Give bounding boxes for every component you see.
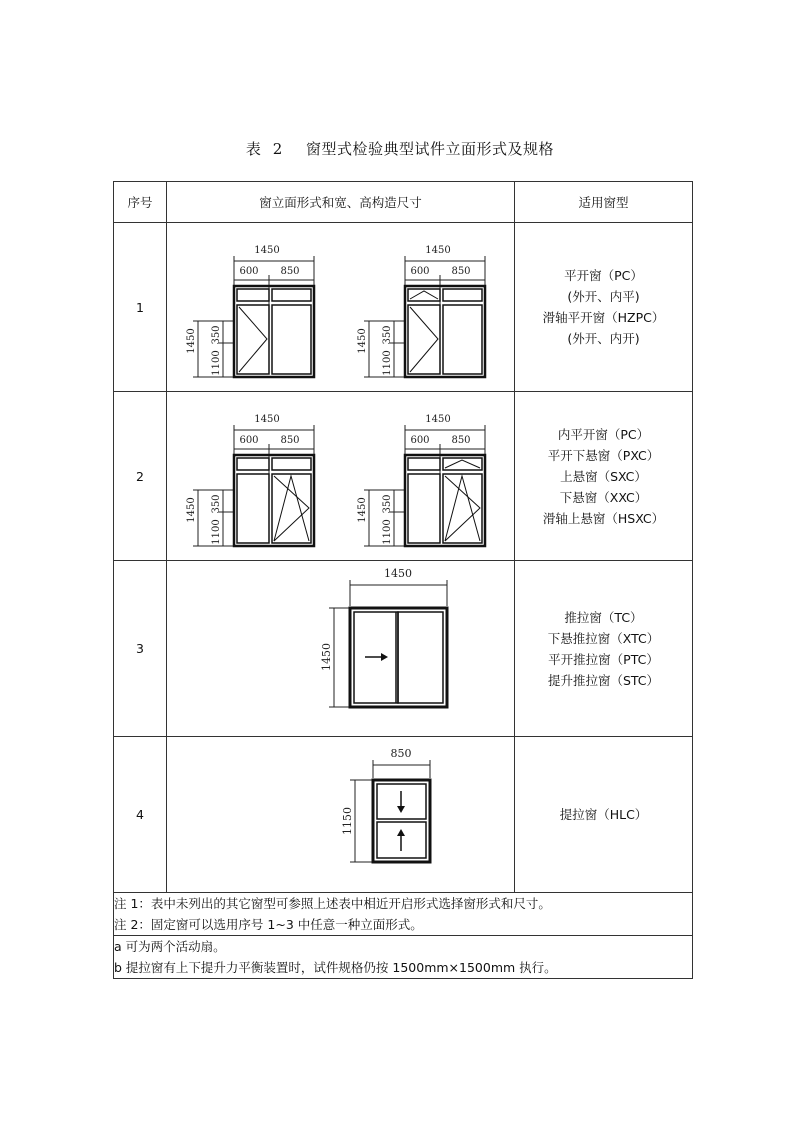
dim-height-top: 350: [211, 324, 222, 345]
table-title-label: 表: [245, 140, 262, 158]
window-type: 滑轴平开窗（HZPC）: [542, 310, 665, 325]
window-elevation-figure: [167, 225, 514, 390]
table-title: [0, 138, 800, 159]
footnotes-row: [114, 936, 693, 979]
types-cell: [515, 392, 693, 561]
down-arrow-icon: [397, 791, 405, 813]
dim-height-sash: 1150: [341, 806, 354, 835]
dim-height-bottom: 1100: [382, 349, 393, 376]
dim-height-bottom: 1100: [382, 518, 393, 545]
dim-width-total: 1450: [425, 413, 451, 425]
window-type: 内平开窗（PC）: [557, 426, 650, 442]
window-type: 推拉窗（TC）: [564, 609, 643, 625]
dim-height-total: 1450: [186, 496, 197, 523]
notes-cell: [114, 893, 693, 936]
dim-width-total: 1450: [254, 413, 280, 425]
dim-height-bottom: 1100: [211, 349, 222, 376]
dim-width-right: 850: [451, 434, 471, 446]
figure-cell: [167, 737, 515, 893]
table-row: [114, 561, 693, 737]
spec-table: [113, 181, 693, 979]
footnotes-cell: [114, 936, 693, 979]
notes-row: [114, 893, 693, 936]
up-arrow-icon: [397, 829, 405, 851]
dim-height-top: 350: [382, 493, 393, 514]
window-type: 提升推拉窗（STC）: [547, 672, 660, 688]
window-type: 提拉窗（HLC）: [559, 807, 648, 822]
dim-width-total: 1450: [384, 566, 412, 580]
table-row: [114, 737, 693, 893]
header-row: [114, 182, 693, 223]
footnote-b: b 提拉窗有上下提升力平衡装置时，试件规格仍按 1500mm×1500mm 执行。: [114, 960, 557, 975]
dim-width-total: 1450: [254, 244, 280, 256]
window-type: 上悬窗（SXC）: [560, 468, 647, 484]
window-type: 平开推拉窗（PTC）: [548, 651, 659, 667]
figure-cell: [167, 392, 515, 561]
dim-width-right: 850: [280, 265, 300, 277]
window-type: (外开、内平): [567, 289, 640, 304]
header-index: 序号: [114, 182, 167, 223]
figure-cell: [167, 223, 515, 392]
window-elevation-figure: [167, 564, 514, 734]
row-index: 1: [114, 223, 167, 392]
dim-width-left: 600: [410, 434, 430, 446]
dim-width-sash: 850: [390, 746, 412, 760]
table-row: [114, 223, 693, 392]
dim-height-total: 1450: [320, 642, 333, 671]
window-type: 滑轴上悬窗（HSXC）: [542, 510, 665, 526]
types-cell: [515, 223, 693, 392]
dim-width-left: 600: [239, 434, 259, 446]
window-type: 下悬推拉窗（XTC）: [547, 630, 660, 646]
dim-height-total: 1450: [186, 327, 197, 354]
dim-height-bottom: 1100: [211, 518, 222, 545]
table-title-number: 2: [272, 140, 283, 158]
footnote-a: a 可为两个活动扇。: [114, 939, 226, 954]
dim-height-top: 350: [211, 493, 222, 514]
window-elevation-figure: [167, 394, 514, 559]
row-index: 2: [114, 392, 167, 561]
header-types: 适用窗型: [515, 182, 693, 223]
figure-cell: [167, 561, 515, 737]
dim-height-top: 350: [382, 324, 393, 345]
window-type: 下悬窗（XXC）: [559, 489, 648, 505]
table-title-text: 窗型式检验典型试件立面形式及规格: [306, 140, 555, 158]
table-row: [114, 392, 693, 561]
dim-width-right: 850: [451, 265, 471, 277]
note-2: 注 2：固定窗可以选用序号 1~3 中任意一种立面形式。: [114, 917, 423, 932]
types-cell: [515, 561, 693, 737]
window-type: (外开、内开): [567, 331, 640, 346]
dim-height-total: 1450: [357, 327, 368, 354]
window-type: 平开下悬窗（PXC）: [547, 447, 660, 463]
window-elevation-figure: [167, 740, 514, 890]
dim-width-right: 850: [280, 434, 300, 446]
row-index: 3: [114, 561, 167, 737]
dim-width-left: 600: [410, 265, 430, 277]
header-figure: 窗立面形式和宽、高构造尺寸: [167, 182, 515, 223]
dim-width-left: 600: [239, 265, 259, 277]
window-type: 平开窗（PC）: [564, 268, 643, 283]
dim-height-total: 1450: [357, 496, 368, 523]
row-index: 4: [114, 737, 167, 893]
types-cell: [515, 737, 693, 893]
slide-arrow-icon: [365, 653, 388, 661]
note-1: 注 1：表中未列出的其它窗型可参照上述表中相近开启形式选择窗形式和尺寸。: [114, 896, 551, 911]
dim-width-total: 1450: [425, 244, 451, 256]
